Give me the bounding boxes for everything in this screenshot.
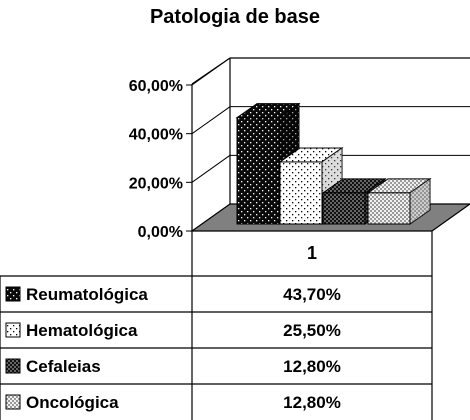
- gridline: [192, 155, 230, 182]
- y-tick-label: 20,00%: [128, 175, 183, 193]
- legend-label: Hematológica: [26, 321, 138, 340]
- y-tick-label: 40,00%: [128, 126, 183, 144]
- bar-front-face: [237, 118, 279, 224]
- data-label: 25,50%: [283, 321, 341, 340]
- bar-front-face: [368, 193, 410, 224]
- gridline: [192, 107, 230, 134]
- data-table: [0, 231, 432, 420]
- legend-swatch: [6, 395, 20, 409]
- data-label: 12,80%: [283, 393, 341, 412]
- bar-front-face: [280, 162, 322, 224]
- y-tick-label: 60,00%: [128, 78, 183, 95]
- data-label: 43,70%: [283, 285, 341, 304]
- legend-rows: [0, 285, 432, 412]
- bars: [237, 104, 430, 224]
- legend-label: Cefaleias: [26, 357, 101, 376]
- legend-label: Reumatológica: [26, 285, 148, 304]
- y-axis-ticks: [129, 78, 192, 241]
- legend-swatch: [6, 323, 20, 337]
- data-label: 12,80%: [283, 357, 341, 376]
- legend-swatch: [6, 287, 20, 301]
- category-label: 1: [306, 243, 318, 263]
- legend-swatch: [6, 359, 20, 373]
- gridline: [192, 58, 230, 85]
- y-tick-label: 0,00%: [137, 224, 183, 241]
- legend-label: Oncológica: [26, 393, 119, 412]
- bar-front-face: [323, 193, 365, 224]
- chart-title: Patologia de base: [149, 6, 321, 28]
